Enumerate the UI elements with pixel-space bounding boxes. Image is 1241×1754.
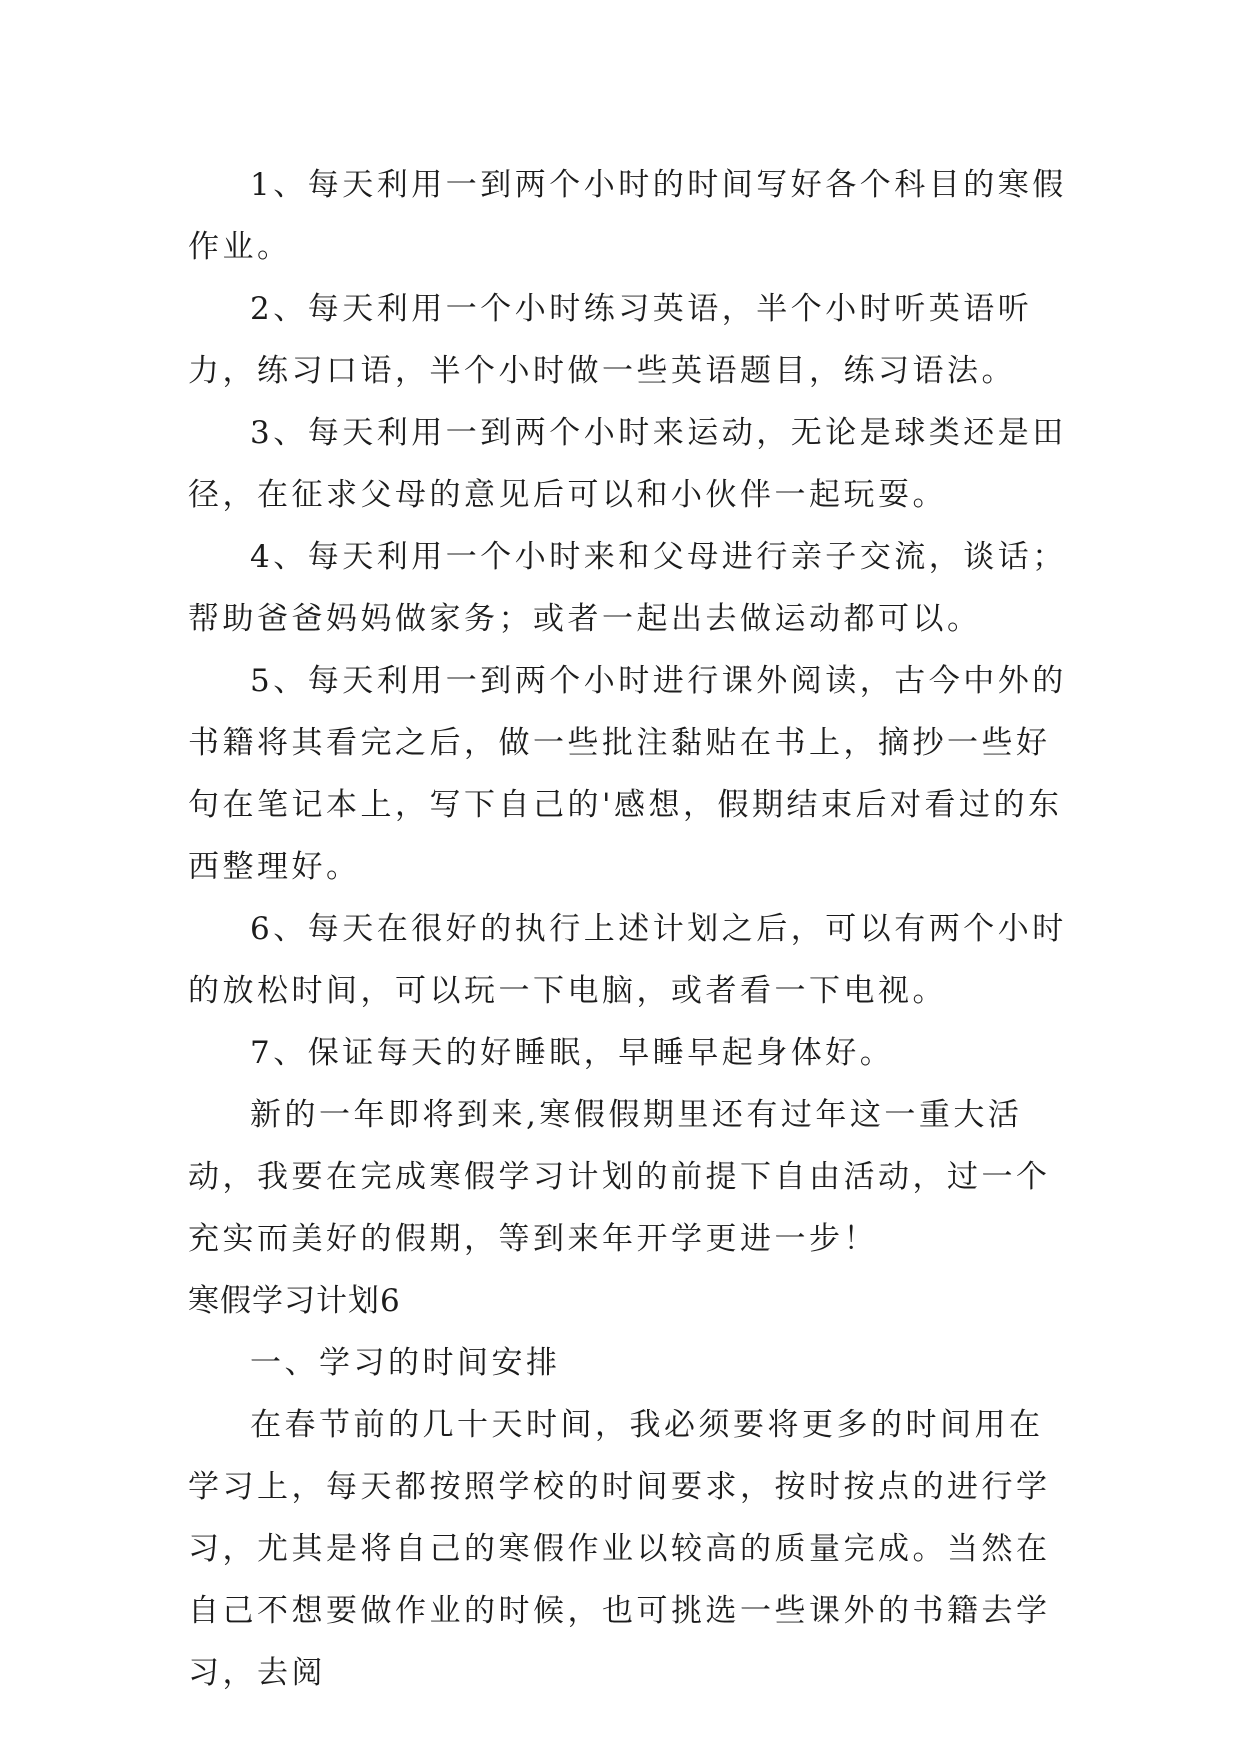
list-item-2: 2、每天利用一个小时练习英语，半个小时听英语听力，练习口语，半个小时做一些英语题目，练习语法。 (188, 291, 1033, 389)
list-item-5: 5、每天利用一到两个小时进行课外阅读，古今中外的书籍将其看完之后，做一些批注黏贴在书上，摘抄一些好句在笔记本上，写下自己的'感想，假期结束后对看过的东西整理好。 (188, 663, 1067, 885)
document-body (188, 154, 1068, 1704)
subheading: 一、学习的时间安排 (250, 1345, 561, 1381)
section-title: 寒假学习计划6 (188, 1283, 401, 1319)
list-item-3: 3、每天利用一到两个小时来运动，无论是球类还是田径，在征求父母的意见后可以和小伙伴一起玩耍。 (188, 415, 1067, 513)
summary-paragraph: 新的一年即将到来,寒假假期里还有过年这一重大活动，我要在完成寒假学习计划的前提下自由活动，过一个充实而美好的假期，等到来年开学更进一步！ (188, 1097, 1051, 1257)
list-item-4: 4、每天利用一个小时来和父母进行亲子交流，谈话；帮助爸爸妈妈做家务；或者一起出去做运动都可以。 (188, 539, 1067, 637)
list-item-7: 7、保证每天的好睡眠，早睡早起身体好。 (250, 1035, 895, 1071)
list-item-6: 6、每天在很好的执行上述计划之后，可以有两个小时的放松时间，可以玩一下电脑，或者看一下电视。 (188, 911, 1067, 1009)
list-item-1: 1、每天利用一到两个小时的时间写好各个科目的寒假作业。 (188, 167, 1067, 265)
body-paragraph: 在春节前的几十天时间，我必须要将更多的时间用在学习上，每天都按照学校的时间要求，按时按点的进行学习，尤其是将自己的寒假作业以较高的质量完成。当然在自己不想要做作业的时候，也可挑选一些课外的书籍去学习，去阅 (188, 1407, 1051, 1691)
